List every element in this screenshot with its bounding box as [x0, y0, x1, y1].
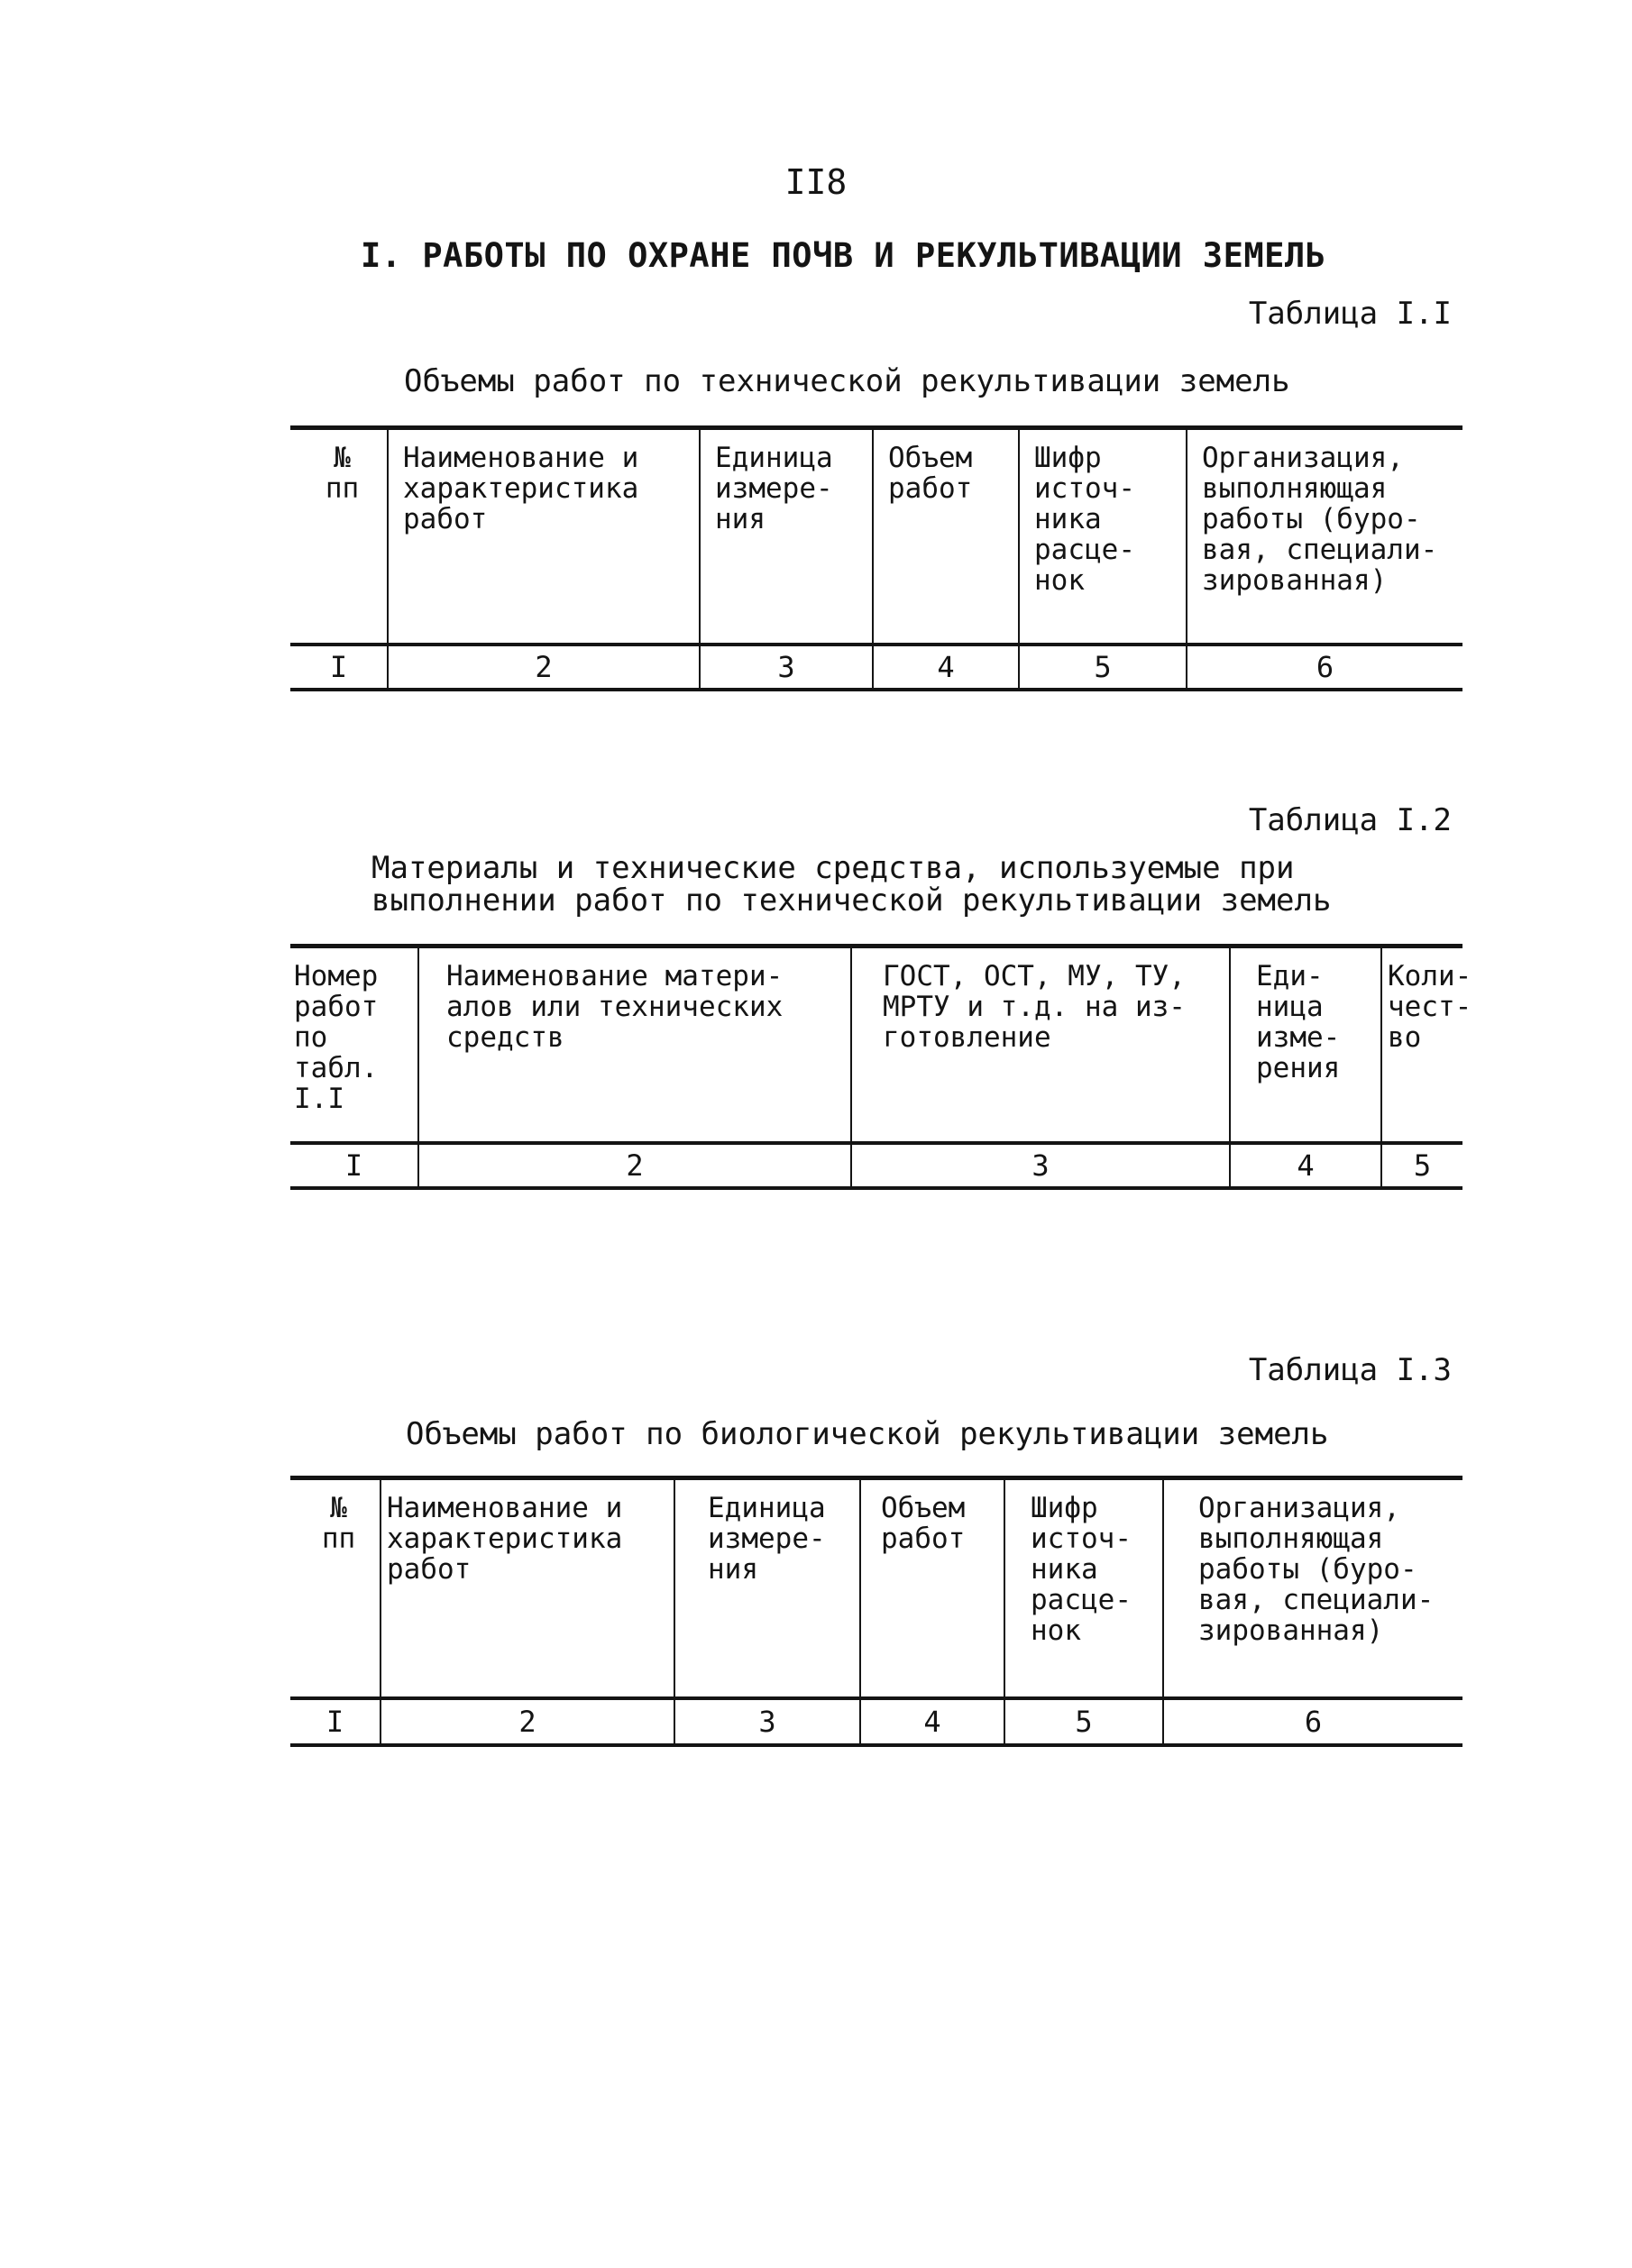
table1-colnum-3: 3 [700, 645, 873, 690]
table2-colnum-2: 2 [418, 1143, 851, 1188]
table3-colnum-2: 2 [380, 1698, 674, 1745]
table2-header-work-num: Номер работ по табл. I.I [290, 947, 418, 1143]
table1-colnum-2: 2 [388, 645, 700, 690]
table3-colnum-5: 5 [1004, 1698, 1163, 1745]
table2-colnum-1: I [290, 1143, 418, 1188]
table3-header-volume: Объем работ [860, 1478, 1004, 1698]
table1-colnum-1: I [290, 645, 388, 690]
table2-header-quantity: Коли- чест- во [1381, 947, 1462, 1143]
table3-colnum-6: 6 [1163, 1698, 1462, 1745]
table2-colnum-5: 5 [1381, 1143, 1462, 1188]
table3-colnum-3: 3 [674, 1698, 860, 1745]
page-number: II8 [784, 162, 848, 202]
table3 [290, 1476, 1462, 1747]
table2-header-standard: ГОСТ, ОСТ, МУ, ТУ, МРТУ и т.д. на из- готовление [851, 947, 1230, 1143]
table1-header-unit: Единица измере- ния [700, 428, 873, 645]
section-title: I. РАБОТЫ ПО ОХРАНЕ ПОЧВ И РЕКУЛЬТИВАЦИИ ЗЕМЕЛЬ [361, 236, 1326, 275]
table1-caption: Объемы работ по технической рекультивации земель [404, 363, 1290, 399]
table1 [290, 425, 1462, 691]
table3-header-unit: Единица измере- ния [674, 1478, 860, 1698]
table1-label: Таблица I.I [1248, 296, 1452, 332]
table3-header-org: Организация, выполняющая работы (буро- вая, специали- зированная) [1163, 1478, 1462, 1698]
table1-header-num: № пп [290, 428, 388, 645]
table2-caption: Материалы и технические средства, используемые при выполнении работ по технической рекультивации земель [371, 850, 1332, 919]
table1-colnum-5: 5 [1019, 645, 1187, 690]
table3-caption: Объемы работ по биологической рекультивации земель [406, 1416, 1329, 1452]
table3-label: Таблица I.3 [1248, 1352, 1452, 1388]
table3-colnum-1: I [290, 1698, 380, 1745]
table2-header-name: Наименование матери- алов или технических средств [418, 947, 851, 1143]
table1-header-org: Организация, выполняющая работы (буро- вая, специали- зированная) [1187, 428, 1462, 645]
table2-label: Таблица I.2 [1248, 802, 1452, 838]
table1-colnum-4: 4 [873, 645, 1019, 690]
table2-colnum-4: 4 [1230, 1143, 1381, 1188]
table2 [290, 944, 1472, 1190]
table1-header-volume: Объем работ [873, 428, 1019, 645]
table1-header-code: Шифр источ- ника расце- нок [1019, 428, 1187, 645]
table2-header-unit: Еди- ница изме- рения [1230, 947, 1381, 1143]
table2-colnum-3: 3 [851, 1143, 1230, 1188]
table1-header-name: Наименование и характеристика работ [388, 428, 700, 645]
table3-header-name: Наименование и характеристика работ [380, 1478, 674, 1698]
table3-header-num: № пп [290, 1478, 380, 1698]
table3-colnum-4: 4 [860, 1698, 1004, 1745]
table1-colnum-6: 6 [1187, 645, 1462, 690]
table3-header-code: Шифр источ- ника расце- нок [1004, 1478, 1163, 1698]
